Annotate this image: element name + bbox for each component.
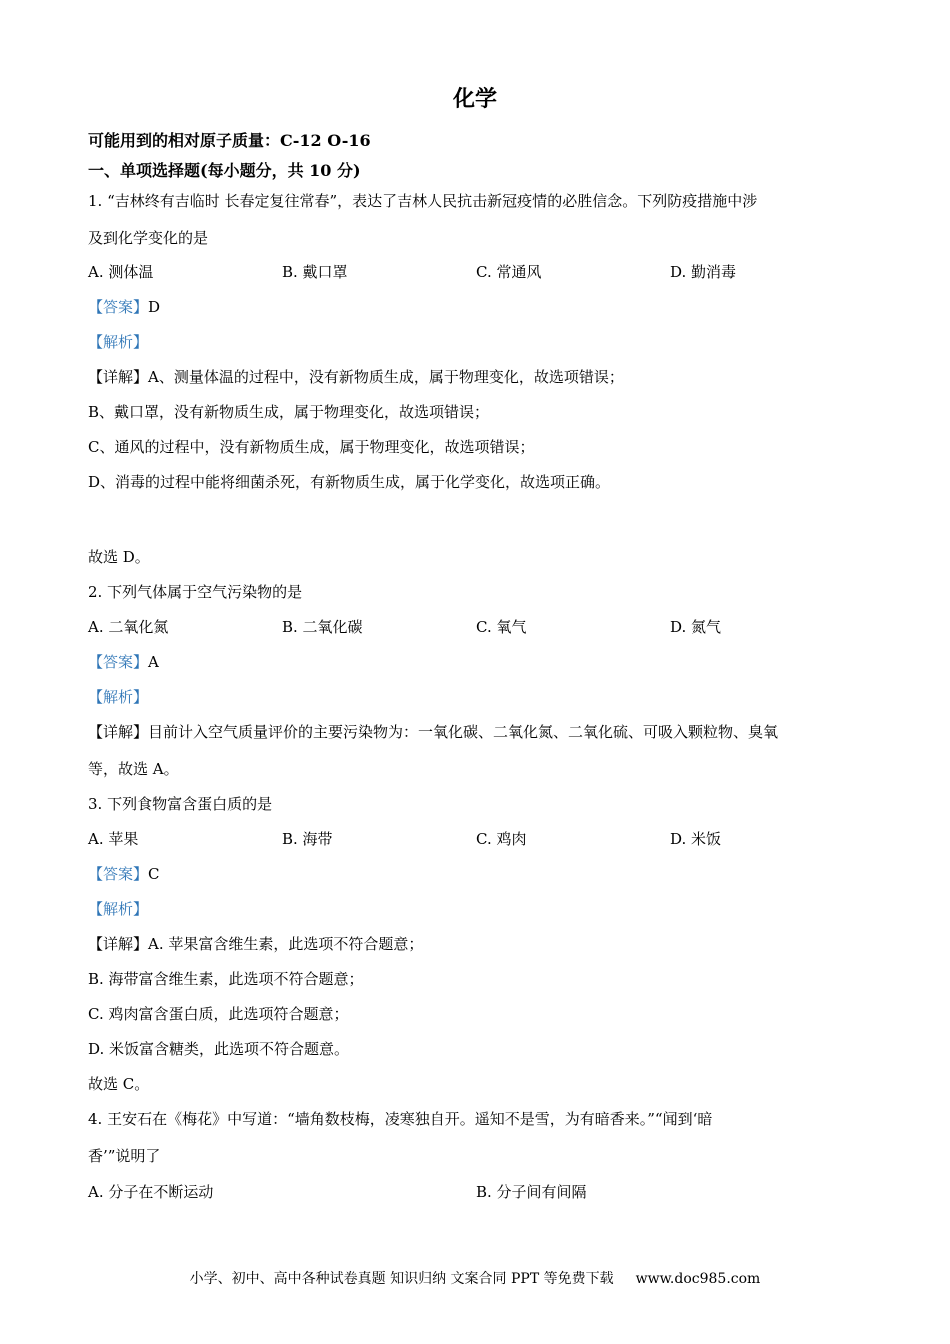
q3-analysis-tag: 【解析】	[88, 900, 149, 918]
q1-stem-line2: 及到化学变化的是	[88, 229, 209, 247]
q1-detail-line2: B、戴口罩，没有新物质生成，属于物理变化，故选项错误；	[88, 403, 490, 421]
page-title: 化学	[452, 86, 497, 112]
q4-option-b: B. 分子间有间隔	[476, 1183, 587, 1201]
q1-stem-line1: 1. “吉林终有吉临时 长春定复往常春”，表达了吉林人民抗击新冠疫情的必胜信念。下列防疫措施中涉	[88, 192, 758, 210]
q3-option-c: C. 鸡肉	[476, 830, 527, 848]
q1-answer: D	[148, 298, 161, 316]
q3-detail-line3: C. 鸡肉富含蛋白质，此选项符合题意；	[88, 1005, 349, 1023]
q3-detail-line2: B. 海带富含维生素，此选项不符合题意；	[88, 970, 364, 988]
q1-option-d: D. 勤消毒	[670, 263, 737, 281]
q1-detail-text: A、测量体温的过程中，没有新物质生成，属于物理变化，故选项错误；	[148, 368, 624, 386]
q2-detail-line2: 等，故选 A。	[88, 760, 179, 778]
q3-detail-text: A. 苹果富含维生素，此选项不符合题意；	[148, 935, 424, 953]
q1-analysis-tag: 【解析】	[88, 333, 149, 351]
atomic-mass-note: 可能用到的相对原子质量：C-12 O-16	[88, 131, 371, 150]
q1-option-c: C. 常通风	[476, 263, 542, 281]
q1-detail-line1	[88, 367, 624, 387]
q2-answer-row	[88, 652, 159, 672]
q2-option-d: D. 氮气	[670, 618, 722, 636]
q1-detail-line3: C、通风的过程中，没有新物质生成，属于物理变化，故选项错误；	[88, 438, 535, 456]
q2-option-c: C. 氧气	[476, 618, 527, 636]
detail-tag: 【详解】	[88, 368, 149, 386]
q3-answer-row	[88, 864, 160, 884]
q3-option-d: D. 米饭	[670, 830, 722, 848]
q3-answer: C	[148, 865, 160, 883]
detail-tag: 【详解】	[88, 723, 149, 741]
q3-option-b: B. 海带	[282, 830, 333, 848]
q2-option-b: B. 二氧化碳	[282, 618, 363, 636]
q1-conclusion: 故选 D。	[88, 548, 150, 566]
footer-text: 小学、初中、高中各种试卷真题 知识归纳 文案合同 PPT 等免费下载	[189, 1271, 614, 1287]
q4-stem-line2: 香’”说明了	[88, 1147, 161, 1165]
q2-option-a: A. 二氧化氮	[88, 618, 169, 636]
answer-tag: 【答案】	[88, 298, 149, 316]
q2-stem: 2. 下列气体属于空气污染物的是	[88, 583, 303, 601]
q3-stem: 3. 下列食物富含蛋白质的是	[88, 795, 273, 813]
q3-conclusion: 故选 C。	[88, 1075, 150, 1093]
detail-tag: 【详解】	[88, 935, 149, 953]
q4-stem-line1: 4. 王安石在《梅花》中写道：“墙角数枝梅，凌寒独自开。遥知不是雪，为有暗香来。”“闻到‘暗	[88, 1110, 713, 1128]
footer-site-link[interactable]: www.doc985.com	[635, 1271, 761, 1287]
q2-detail-line1	[88, 722, 778, 742]
q2-detail-text: 目前计入空气质量评价的主要污染物为：一氧化碳、二氧化氮、二氧化硫、可吸入颗粒物、臭氧	[148, 723, 779, 741]
q1-option-b: B. 戴口罩	[282, 263, 348, 281]
q2-analysis-tag: 【解析】	[88, 688, 149, 706]
q2-answer: A	[148, 653, 159, 671]
answer-tag: 【答案】	[88, 653, 149, 671]
page-footer	[0, 1270, 950, 1288]
q1-option-a: A. 测体温	[88, 263, 154, 281]
q1-detail-line4: D、消毒的过程中能将细菌杀死，有新物质生成，属于化学变化，故选项正确。	[88, 473, 611, 491]
q3-detail-line4: D. 米饭富含糖类，此选项不符合题意。	[88, 1040, 350, 1058]
answer-tag: 【答案】	[88, 865, 149, 883]
q3-detail-line1	[88, 934, 423, 954]
q4-option-a: A. 分子在不断运动	[88, 1183, 214, 1201]
section-heading: 一、单项选择题(每小题分，共 10 分)	[88, 161, 361, 180]
q3-option-a: A. 苹果	[88, 830, 139, 848]
q1-answer-row	[88, 297, 160, 317]
